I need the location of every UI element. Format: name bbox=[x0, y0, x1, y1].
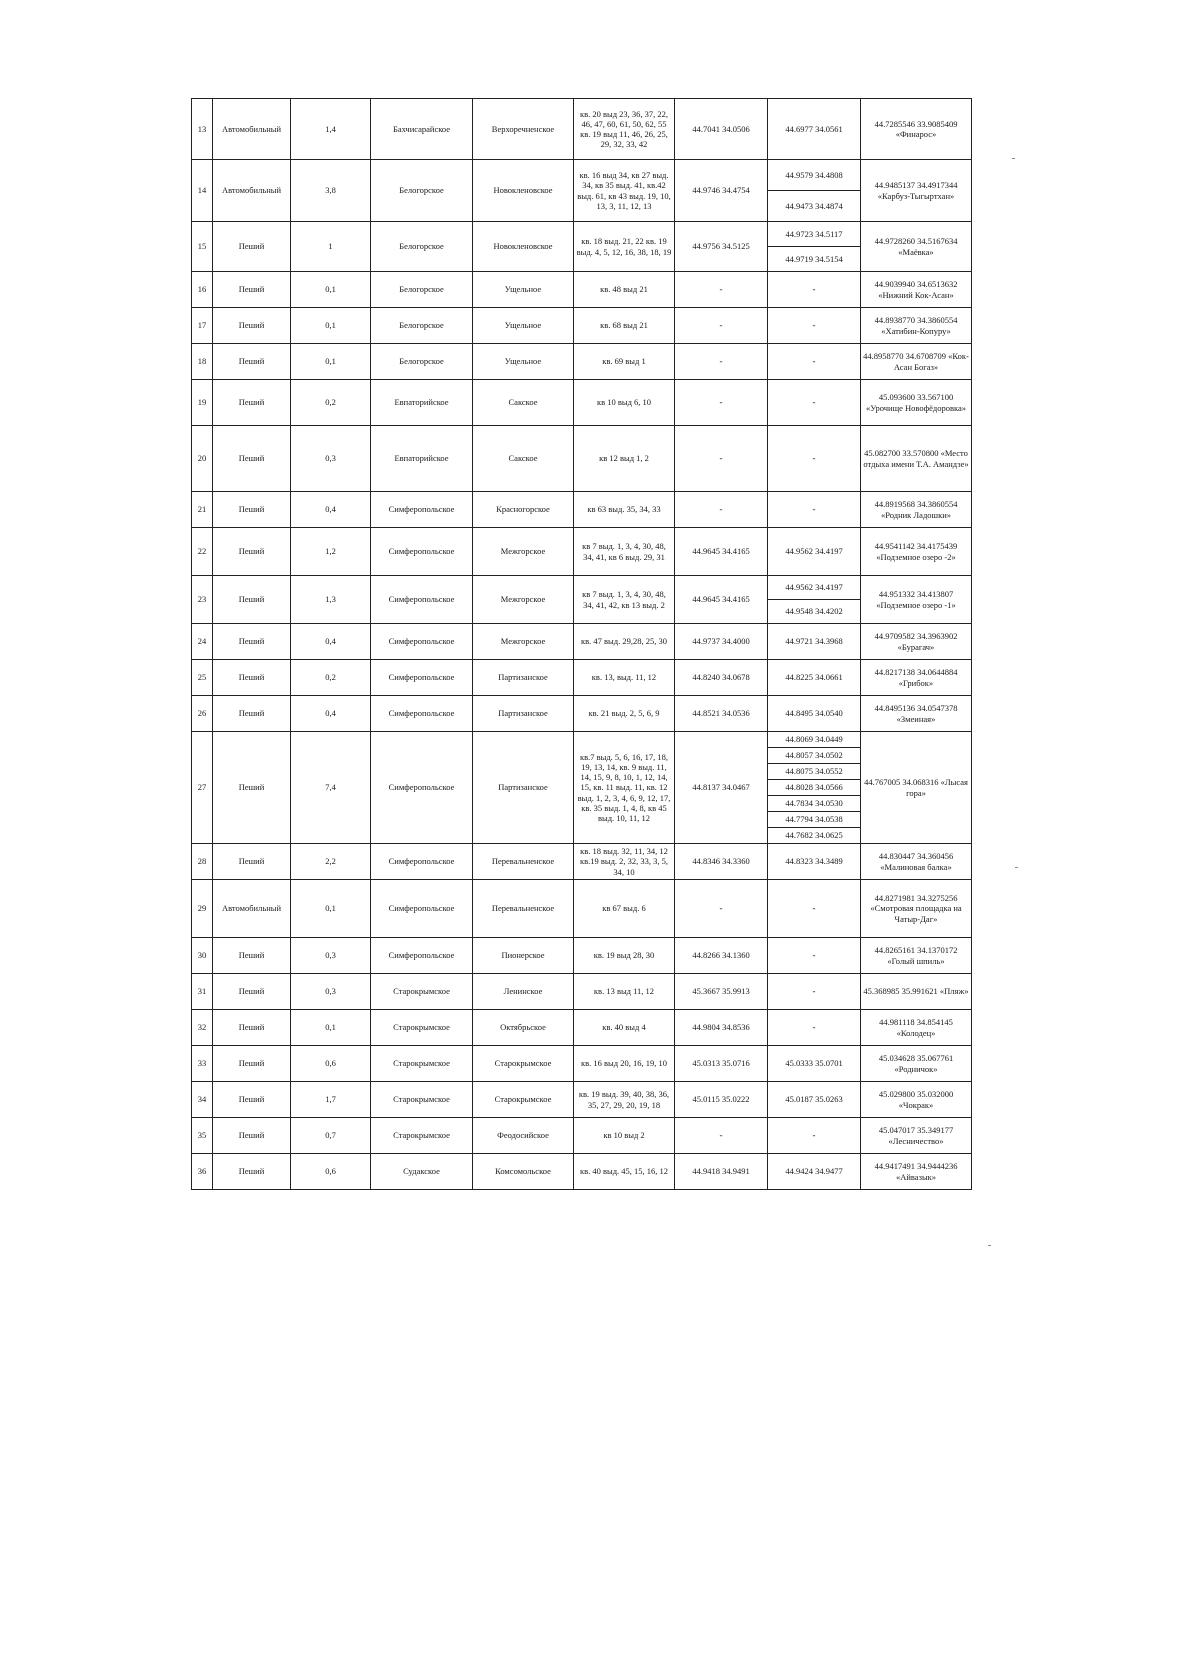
start-coordinates: 44.9645 34.4165 bbox=[675, 528, 768, 576]
row-number: 21 bbox=[192, 492, 213, 528]
district-name: Комсомольское bbox=[473, 1154, 574, 1190]
table-row bbox=[192, 1046, 972, 1082]
row-number: 29 bbox=[192, 880, 213, 938]
end-coordinate: - bbox=[812, 950, 816, 961]
scan-speck bbox=[1015, 867, 1018, 868]
forestry-name: Симферопольское bbox=[371, 938, 473, 974]
end-coordinates bbox=[768, 696, 861, 732]
forestry-name: Белогорское bbox=[371, 272, 473, 308]
end-coordinates bbox=[768, 272, 861, 308]
end-coordinates bbox=[768, 492, 861, 528]
district-name: Пионерское bbox=[473, 938, 574, 974]
forestry-name: Белогорское bbox=[371, 344, 473, 380]
route-type: Пеший bbox=[213, 1118, 291, 1154]
district-name: Перевальненское bbox=[473, 880, 574, 938]
district-name: Партизанское bbox=[473, 696, 574, 732]
end-coordinate: 44.7682 34.0625 bbox=[768, 827, 860, 843]
route-type: Пеший bbox=[213, 308, 291, 344]
district-name: Феодосийское bbox=[473, 1118, 574, 1154]
end-coordinate: - bbox=[812, 504, 816, 515]
end-coordinates bbox=[768, 426, 861, 492]
district-name: Старокрымское bbox=[473, 1082, 574, 1118]
row-number: 15 bbox=[192, 222, 213, 272]
start-coordinates: - bbox=[675, 880, 768, 938]
forestry-name: Симферопольское bbox=[371, 624, 473, 660]
quarters-list: кв. 47 выд. 29,28, 25, 30 bbox=[574, 624, 675, 660]
object-name: 44.9541142 34.4175439 «Подземное озеро -2» bbox=[861, 528, 972, 576]
table-row bbox=[192, 624, 972, 660]
quarters-list: кв 12 выд 1, 2 bbox=[574, 426, 675, 492]
route-type: Пеший bbox=[213, 426, 291, 492]
row-number: 22 bbox=[192, 528, 213, 576]
table-row bbox=[192, 660, 972, 696]
table-row bbox=[192, 696, 972, 732]
row-number: 31 bbox=[192, 974, 213, 1010]
end-coordinate: - bbox=[812, 1130, 816, 1141]
object-name: 45.034628 35.067761 «Родничок» bbox=[861, 1046, 972, 1082]
route-type: Автомобильный bbox=[213, 160, 291, 222]
district-name: Межгорское bbox=[473, 528, 574, 576]
object-name: 45.368985 35.991621 «Пляж» bbox=[861, 974, 972, 1010]
route-length: 0,4 bbox=[291, 624, 371, 660]
route-type: Пеший bbox=[213, 344, 291, 380]
quarters-list: кв 10 выд 2 bbox=[574, 1118, 675, 1154]
row-number: 33 bbox=[192, 1046, 213, 1082]
object-name: 44.7285546 33.9085409 «Финарос» bbox=[861, 99, 972, 160]
end-coordinate: - bbox=[812, 903, 816, 914]
route-length: 0,1 bbox=[291, 344, 371, 380]
table-row bbox=[192, 1010, 972, 1046]
row-number: 23 bbox=[192, 576, 213, 624]
quarters-list: кв. 68 выд 21 bbox=[574, 308, 675, 344]
row-number: 17 bbox=[192, 308, 213, 344]
end-coordinate: 44.8323 34.3489 bbox=[785, 856, 843, 867]
route-type: Пеший bbox=[213, 272, 291, 308]
row-number: 26 bbox=[192, 696, 213, 732]
object-name: 44.9039940 34.6513632 «Нижний Кок-Асан» bbox=[861, 272, 972, 308]
end-coordinate: 44.8495 34.0540 bbox=[785, 708, 843, 719]
row-number: 13 bbox=[192, 99, 213, 160]
route-length: 1,4 bbox=[291, 99, 371, 160]
route-type: Пеший bbox=[213, 492, 291, 528]
district-name: Красногорское bbox=[473, 492, 574, 528]
end-coordinate: 44.7794 34.0538 bbox=[768, 811, 860, 827]
forestry-name: Симферопольское bbox=[371, 528, 473, 576]
route-length: 0,7 bbox=[291, 1118, 371, 1154]
start-coordinates: 44.9804 34.8536 bbox=[675, 1010, 768, 1046]
district-name: Новокленовское bbox=[473, 160, 574, 222]
route-type: Пеший bbox=[213, 528, 291, 576]
end-coordinate: 44.9424 34.9477 bbox=[785, 1166, 843, 1177]
quarters-list: кв. 40 выд. 45, 15, 16, 12 bbox=[574, 1154, 675, 1190]
table-row bbox=[192, 1118, 972, 1154]
route-type: Пеший bbox=[213, 696, 291, 732]
start-coordinates: 44.9418 34.9491 bbox=[675, 1154, 768, 1190]
route-type: Пеший bbox=[213, 974, 291, 1010]
forestry-name: Симферопольское bbox=[371, 576, 473, 624]
table-row bbox=[192, 344, 972, 380]
table-row bbox=[192, 272, 972, 308]
row-number: 34 bbox=[192, 1082, 213, 1118]
end-coordinate: 45.0333 35.0701 bbox=[785, 1058, 843, 1069]
end-coordinate: 44.9562 34.4197 bbox=[785, 582, 843, 593]
route-type: Пеший bbox=[213, 732, 291, 844]
route-length: 0,1 bbox=[291, 1010, 371, 1046]
route-type: Пеший bbox=[213, 1046, 291, 1082]
end-coordinates bbox=[768, 880, 861, 938]
start-coordinates: 44.8137 34.0467 bbox=[675, 732, 768, 844]
object-name: 44.830447 34.360456 «Малиновая балка» bbox=[861, 844, 972, 880]
forestry-name: Симферопольское bbox=[371, 732, 473, 844]
end-coordinates bbox=[768, 1010, 861, 1046]
forestry-name: Симферопольское bbox=[371, 660, 473, 696]
route-type: Пеший bbox=[213, 1082, 291, 1118]
end-coordinate: 44.8069 34.0449 bbox=[785, 734, 843, 745]
quarters-list: кв. 16 выд 20, 16, 19, 10 bbox=[574, 1046, 675, 1082]
district-name: Сакское bbox=[473, 426, 574, 492]
row-number: 27 bbox=[192, 732, 213, 844]
route-length: 3,8 bbox=[291, 160, 371, 222]
end-coordinate: 44.7834 34.0530 bbox=[768, 795, 860, 811]
object-name: 44.9485137 34.4917344 «Карбуз-Тыгыртхан» bbox=[861, 160, 972, 222]
object-name: 44.8217138 34.0644884 «Грибок» bbox=[861, 660, 972, 696]
end-coordinate: 44.9723 34.5117 bbox=[785, 228, 843, 239]
end-coordinate: 45.0187 35.0263 bbox=[785, 1094, 843, 1105]
quarters-list: кв. 13 выд 11, 12 bbox=[574, 974, 675, 1010]
table-row bbox=[192, 528, 972, 576]
route-type: Автомобильный bbox=[213, 99, 291, 160]
district-name: Партизанское bbox=[473, 660, 574, 696]
route-type: Пеший bbox=[213, 660, 291, 696]
start-coordinates: 44.8240 34.0678 bbox=[675, 660, 768, 696]
route-type: Пеший bbox=[213, 380, 291, 426]
quarters-list: кв. 19 выд 28, 30 bbox=[574, 938, 675, 974]
end-coordinates bbox=[768, 308, 861, 344]
forestry-name: Судакское bbox=[371, 1154, 473, 1190]
table-row bbox=[192, 1154, 972, 1190]
route-length: 0,1 bbox=[291, 308, 371, 344]
end-coordinate: 44.8028 34.0566 bbox=[768, 779, 860, 795]
district-name: Верхоречненское bbox=[473, 99, 574, 160]
end-coordinates bbox=[768, 1154, 861, 1190]
table-row bbox=[192, 426, 972, 492]
table-row bbox=[192, 222, 972, 272]
row-number: 16 bbox=[192, 272, 213, 308]
object-name: 44.9728260 34.5167634 «Маёвка» bbox=[861, 222, 972, 272]
route-type: Пеший bbox=[213, 1154, 291, 1190]
route-length: 0,3 bbox=[291, 938, 371, 974]
end-coordinate: 44.9719 34.5154 bbox=[768, 246, 860, 271]
end-coordinates bbox=[768, 160, 861, 222]
forestry-name: Симферопольское bbox=[371, 844, 473, 880]
quarters-list: кв. 19 выд. 39, 40, 38, 36, 35, 27, 29, 20, 19, 18 bbox=[574, 1082, 675, 1118]
route-length: 0,3 bbox=[291, 974, 371, 1010]
district-name: Межгорское bbox=[473, 576, 574, 624]
table-row bbox=[192, 99, 972, 160]
start-coordinates: 45.3667 35.9913 bbox=[675, 974, 768, 1010]
row-number: 20 bbox=[192, 426, 213, 492]
forestry-name: Старокрымское bbox=[371, 1082, 473, 1118]
route-type: Пеший bbox=[213, 1010, 291, 1046]
route-length: 1,2 bbox=[291, 528, 371, 576]
route-length: 0,2 bbox=[291, 660, 371, 696]
table-row bbox=[192, 380, 972, 426]
quarters-list: кв. 16 выд 34, кв 27 выд. 34, кв 35 выд. 41, кв.42 выд. 61, кв 43 выд. 19, 10, 13, 3, 11, 12, 13 bbox=[574, 160, 675, 222]
start-coordinates: 44.7041 34.0506 bbox=[675, 99, 768, 160]
document-sheet bbox=[191, 98, 971, 1190]
end-coordinates bbox=[768, 1118, 861, 1154]
end-coordinate: - bbox=[812, 397, 816, 408]
district-name: Межгорское bbox=[473, 624, 574, 660]
object-name: 44.8919568 34.3860554 «Родник Ладошки» bbox=[861, 492, 972, 528]
end-coordinates bbox=[768, 344, 861, 380]
quarters-list: кв 67 выд. 6 bbox=[574, 880, 675, 938]
quarters-list: кв. 18 выд. 32, 11, 34, 12 кв.19 выд. 2, 32, 33, 3, 5, 34, 10 bbox=[574, 844, 675, 880]
forestry-name: Старокрымское bbox=[371, 974, 473, 1010]
start-coordinates: 44.8266 34.1360 bbox=[675, 938, 768, 974]
route-type: Пеший bbox=[213, 576, 291, 624]
end-coordinates bbox=[768, 380, 861, 426]
forestry-name: Старокрымское bbox=[371, 1118, 473, 1154]
row-number: 25 bbox=[192, 660, 213, 696]
route-length: 0,4 bbox=[291, 492, 371, 528]
route-length: 1,3 bbox=[291, 576, 371, 624]
district-name: Сакское bbox=[473, 380, 574, 426]
start-coordinates: 44.9746 34.4754 bbox=[675, 160, 768, 222]
row-number: 30 bbox=[192, 938, 213, 974]
end-coordinates bbox=[768, 222, 861, 272]
quarters-list: кв. 21 выд. 2, 5, 6, 9 bbox=[574, 696, 675, 732]
row-number: 35 bbox=[192, 1118, 213, 1154]
end-coordinates bbox=[768, 1046, 861, 1082]
forestry-name: Евпаторийское bbox=[371, 380, 473, 426]
table-body bbox=[192, 99, 972, 1190]
start-coordinates: - bbox=[675, 308, 768, 344]
end-coordinates bbox=[768, 576, 861, 624]
object-name: 45.093600 33.567100 «Урочище Новофёдоровка» bbox=[861, 380, 972, 426]
quarters-list: кв. 48 выд 21 bbox=[574, 272, 675, 308]
row-number: 32 bbox=[192, 1010, 213, 1046]
forestry-name: Старокрымское bbox=[371, 1010, 473, 1046]
scan-speck bbox=[988, 1245, 991, 1246]
table-row bbox=[192, 844, 972, 880]
district-name: Старокрымское bbox=[473, 1046, 574, 1082]
route-length: 1 bbox=[291, 222, 371, 272]
table-row bbox=[192, 732, 972, 844]
routes-table bbox=[191, 98, 972, 1190]
object-name: 44.8958770 34.6708709 «Кок-Асан Богаз» bbox=[861, 344, 972, 380]
route-length: 0,4 bbox=[291, 696, 371, 732]
quarters-list: кв 7 выд. 1, 3, 4, 30, 48, 34, 41, 42, кв 13 выд. 2 bbox=[574, 576, 675, 624]
object-name: 45.082700 33.570800 «Место отдыха имени Т.А. Амандзе» bbox=[861, 426, 972, 492]
row-number: 28 bbox=[192, 844, 213, 880]
district-name: Ущельное bbox=[473, 272, 574, 308]
start-coordinates: - bbox=[675, 380, 768, 426]
object-name: 44.9417491 34.9444236 «Айвазык» bbox=[861, 1154, 972, 1190]
quarters-list: кв. 20 выд 23, 36, 37, 22, 46, 47, 60, 61, 50, 62, 55 кв. 19 выд 11, 46, 26, 25, 29, 32, 33, 42 bbox=[574, 99, 675, 160]
end-coordinates bbox=[768, 528, 861, 576]
end-coordinate: - bbox=[812, 320, 816, 331]
end-coordinates bbox=[768, 1082, 861, 1118]
forestry-name: Белогорское bbox=[371, 222, 473, 272]
route-length: 7,4 bbox=[291, 732, 371, 844]
route-length: 0,3 bbox=[291, 426, 371, 492]
route-length: 2,2 bbox=[291, 844, 371, 880]
object-name: 44.951332 34.413807 «Подземное озеро -1» bbox=[861, 576, 972, 624]
table-row bbox=[192, 974, 972, 1010]
end-coordinates bbox=[768, 974, 861, 1010]
row-number: 24 bbox=[192, 624, 213, 660]
forestry-name: Бахчисарайское bbox=[371, 99, 473, 160]
quarters-list: кв.7 выд. 5, 6, 16, 17, 18, 19, 13, 14, кв. 9 выд. 11, 14, 15, 9, 8, 10, 1, 12, 14, 15, кв. 11 выд. 11, кв. 12 выд. 1, 2, 3, 4, 6, 9, 12, 17, кв. 35 выд. 1, 4, 8, кв 45 выд. 10, 11, 12 bbox=[574, 732, 675, 844]
start-coordinates: - bbox=[675, 1118, 768, 1154]
district-name: Новокленовское bbox=[473, 222, 574, 272]
end-coordinates bbox=[768, 938, 861, 974]
end-coordinates bbox=[768, 624, 861, 660]
object-name: 45.029800 35.032000 «Чокрак» bbox=[861, 1082, 972, 1118]
start-coordinates: - bbox=[675, 344, 768, 380]
end-coordinate: 44.8225 34.0661 bbox=[785, 672, 843, 683]
table-row bbox=[192, 576, 972, 624]
row-number: 18 bbox=[192, 344, 213, 380]
district-name: Ленинское bbox=[473, 974, 574, 1010]
quarters-list: кв 7 выд. 1, 3, 4, 30, 48, 34, 41, кв 6 выд. 29, 31 bbox=[574, 528, 675, 576]
forestry-name: Симферопольское bbox=[371, 492, 473, 528]
district-name: Ущельное bbox=[473, 344, 574, 380]
end-coordinate: - bbox=[812, 284, 816, 295]
object-name: 44.9709582 34.3963902 «Бурагач» bbox=[861, 624, 972, 660]
route-length: 0,6 bbox=[291, 1046, 371, 1082]
object-name: 44.8265161 34.1370172 «Голый шпиль» bbox=[861, 938, 972, 974]
end-coordinate: - bbox=[812, 986, 816, 997]
quarters-list: кв. 18 выд. 21, 22 кв. 19 выд. 4, 5, 12, 16, 38, 18, 19 bbox=[574, 222, 675, 272]
district-name: Октябрьское bbox=[473, 1010, 574, 1046]
end-coordinate: 44.9721 34.3968 bbox=[785, 636, 843, 647]
start-coordinates: 44.9737 34.4000 bbox=[675, 624, 768, 660]
forestry-name: Белогорское bbox=[371, 308, 473, 344]
end-coordinate: 44.8075 34.0552 bbox=[768, 763, 860, 779]
end-coordinates bbox=[768, 99, 861, 160]
row-number: 19 bbox=[192, 380, 213, 426]
start-coordinates: 44.9756 34.5125 bbox=[675, 222, 768, 272]
end-coordinates bbox=[768, 844, 861, 880]
table-row bbox=[192, 880, 972, 938]
quarters-list: кв. 13, выд. 11, 12 bbox=[574, 660, 675, 696]
object-name: 44.767005 34.068316 «Лысая гора» bbox=[861, 732, 972, 844]
route-type: Автомобильный bbox=[213, 880, 291, 938]
start-coordinates: 45.0313 35.0716 bbox=[675, 1046, 768, 1082]
quarters-list: кв. 40 выд 4 bbox=[574, 1010, 675, 1046]
start-coordinates: - bbox=[675, 272, 768, 308]
route-length: 1,7 bbox=[291, 1082, 371, 1118]
forestry-name: Симферопольское bbox=[371, 880, 473, 938]
quarters-list: кв. 69 выд 1 bbox=[574, 344, 675, 380]
end-coordinate: 44.9579 34.4808 bbox=[785, 169, 843, 180]
route-length: 0,2 bbox=[291, 380, 371, 426]
route-length: 0,1 bbox=[291, 880, 371, 938]
start-coordinates: 44.9645 34.4165 bbox=[675, 576, 768, 624]
start-coordinates: - bbox=[675, 492, 768, 528]
object-name: 44.8271981 34.3275256 «Смотровая площадка на Чатыр-Даг» bbox=[861, 880, 972, 938]
object-name: 44.8495136 34.0547378 «Змеиная» bbox=[861, 696, 972, 732]
route-length: 0,1 bbox=[291, 272, 371, 308]
forestry-name: Евпаторийское bbox=[371, 426, 473, 492]
end-coordinate: 44.9473 34.4874 bbox=[768, 190, 860, 221]
district-name: Партизанское bbox=[473, 732, 574, 844]
quarters-list: кв 10 выд 6, 10 bbox=[574, 380, 675, 426]
end-coordinate: 44.8057 34.0502 bbox=[768, 747, 860, 763]
table-row bbox=[192, 160, 972, 222]
end-coordinate: 44.9548 34.4202 bbox=[768, 599, 860, 623]
end-coordinate: 44.6977 34.0561 bbox=[785, 123, 843, 134]
end-coordinate: - bbox=[812, 356, 816, 367]
end-coordinates bbox=[768, 660, 861, 696]
object-name: 44.981118 34.854145 «Колодец» bbox=[861, 1010, 972, 1046]
route-type: Пеший bbox=[213, 222, 291, 272]
district-name: Перевальненское bbox=[473, 844, 574, 880]
start-coordinates: - bbox=[675, 426, 768, 492]
route-type: Пеший bbox=[213, 624, 291, 660]
forestry-name: Симферопольское bbox=[371, 696, 473, 732]
start-coordinates: 45.0115 35.0222 bbox=[675, 1082, 768, 1118]
table-row bbox=[192, 492, 972, 528]
end-coordinate: - bbox=[812, 453, 816, 464]
district-name: Ущельное bbox=[473, 308, 574, 344]
table-row bbox=[192, 1082, 972, 1118]
scan-speck bbox=[1012, 158, 1015, 159]
forestry-name: Белогорское bbox=[371, 160, 473, 222]
row-number: 36 bbox=[192, 1154, 213, 1190]
start-coordinates: 44.8521 34.0536 bbox=[675, 696, 768, 732]
object-name: 44.8938770 34.3860554 «Хатибин-Копуру» bbox=[861, 308, 972, 344]
end-coordinate: - bbox=[812, 1022, 816, 1033]
quarters-list: кв 63 выд. 35, 34, 33 bbox=[574, 492, 675, 528]
row-number: 14 bbox=[192, 160, 213, 222]
route-length: 0,6 bbox=[291, 1154, 371, 1190]
start-coordinates: 44.8346 34.3360 bbox=[675, 844, 768, 880]
end-coordinate: 44.9562 34.4197 bbox=[785, 546, 843, 557]
route-type: Пеший bbox=[213, 938, 291, 974]
route-type: Пеший bbox=[213, 844, 291, 880]
end-coordinates bbox=[768, 732, 861, 844]
table-row bbox=[192, 938, 972, 974]
forestry-name: Старокрымское bbox=[371, 1046, 473, 1082]
table-row bbox=[192, 308, 972, 344]
object-name: 45.047017 35.349177 «Лесничество» bbox=[861, 1118, 972, 1154]
